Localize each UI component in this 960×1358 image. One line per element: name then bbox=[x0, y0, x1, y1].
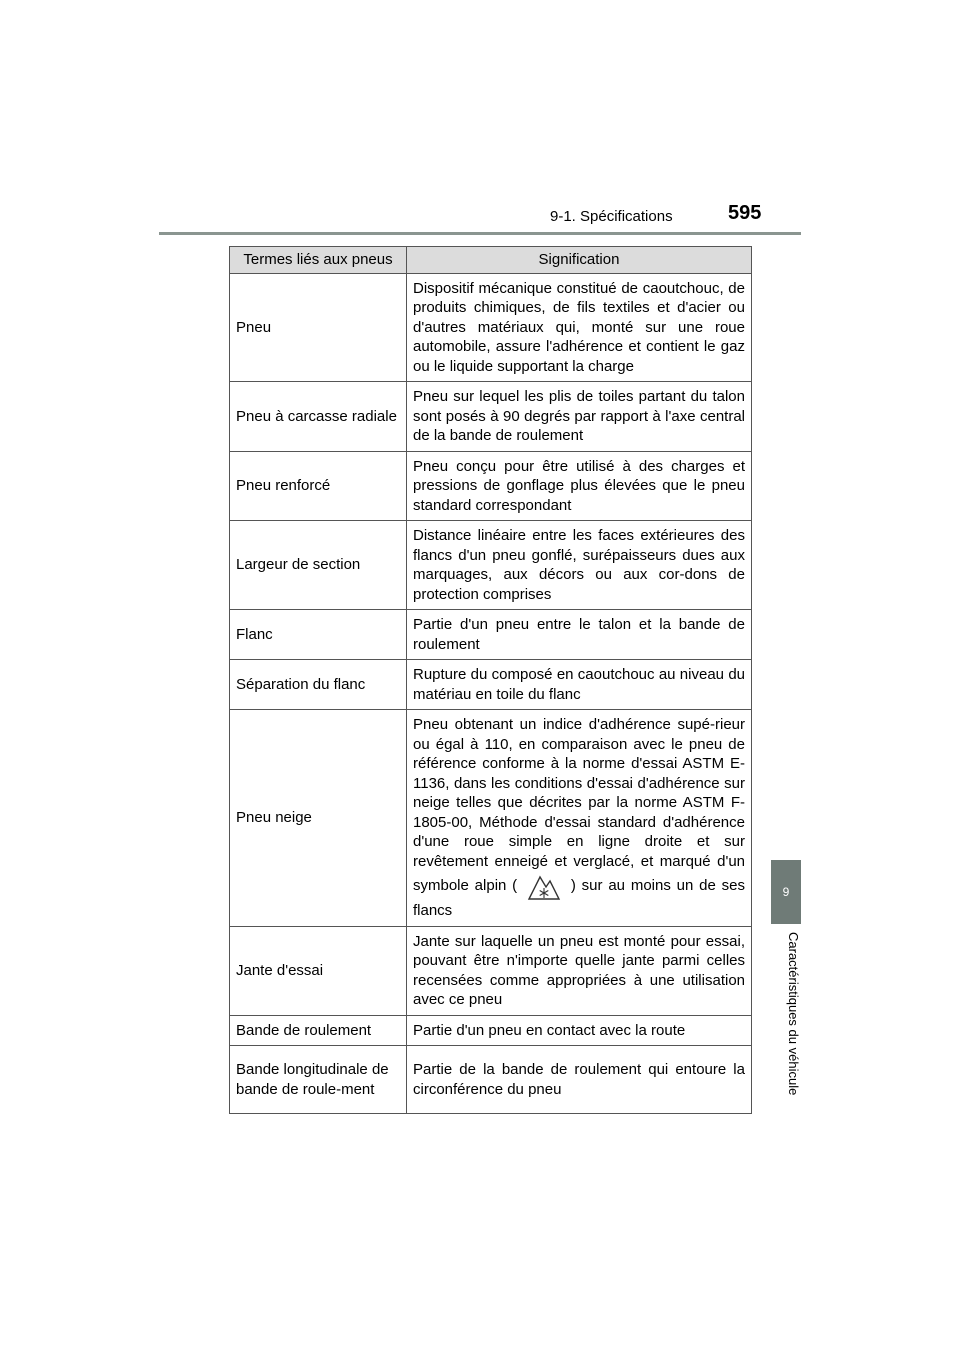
table-row bbox=[230, 273, 752, 382]
column-header-meaning: Signification bbox=[407, 247, 752, 274]
page-number: 595 bbox=[728, 202, 762, 224]
meaning-cell: Pneu conçu pour être utilisé à des charges et pressions de gonflage plus élevées que le pneu standard correspondant bbox=[407, 451, 752, 521]
table-row bbox=[230, 521, 752, 610]
meaning-cell: Distance linéaire entre les faces extérieures des flancs d'un pneu gonflé, surépaisseurs dues aux marquages, aux décors ou aux cor-dons de protection comprises bbox=[407, 521, 752, 610]
meaning-cell: Jante sur laquelle un pneu est monté pour essai, pouvant être n'importe quelle jante parmi celles recensées comme appropriées à une utilisation avec ce pneu bbox=[407, 926, 752, 1015]
meaning-cell: Partie d'un pneu en contact avec la route bbox=[407, 1015, 752, 1046]
table-row bbox=[230, 1015, 752, 1046]
table-row bbox=[230, 610, 752, 660]
meaning-cell: Partie de la bande de roulement qui entoure la circonférence du pneu bbox=[407, 1046, 752, 1114]
chapter-number: 9 bbox=[782, 885, 790, 899]
column-header-term: Termes liés aux pneus bbox=[230, 247, 407, 274]
meaning-cell: Rupture du composé en caoutchouc au niveau du matériau en toile du flanc bbox=[407, 660, 752, 710]
chapter-title: Caractéristiques du véhicule bbox=[786, 932, 801, 1096]
meaning-cell: Dispositif mécanique constitué de caoutchouc, de produits chimiques, de fils textiles et d'acier ou d'autres matériaux qui, monté sur une roue automobile, assure l'adhérence et contient le gaz ou le liquide supportant la charge bbox=[407, 273, 752, 382]
term-cell: Bande de roulement bbox=[230, 1015, 407, 1046]
meaning-cell: Partie d'un pneu entre le talon et la bande de roulement bbox=[407, 610, 752, 660]
table-row bbox=[230, 926, 752, 1015]
meaning-cell bbox=[407, 710, 752, 927]
term-cell: Bande longitudinale de bande de roule-ment bbox=[230, 1046, 407, 1114]
table-row bbox=[230, 382, 752, 452]
table-header-row bbox=[230, 247, 752, 274]
snow-tire-definition: Pneu obtenant un indice d'adhérence supé-rieur ou égal à 110, en comparaison avec le pneu de référence conforme à la norme d'essai ASTM E-1136, dans les conditions d'essai d'adhérence sur neige telles que décrites par la norme ASTM F-1805-00, Méthode d'essai standard d'adhérence d'une roue simple en ligne droite et sur revêtement enneigé et verglacé, et marqué d'un symbole alpin ( bbox=[413, 716, 745, 894]
tire-terms-table bbox=[229, 246, 752, 1114]
term-cell: Pneu bbox=[230, 273, 407, 382]
term-cell: Jante d'essai bbox=[230, 926, 407, 1015]
section-title: 9-1. Spécifications bbox=[550, 208, 673, 225]
term-cell: Séparation du flanc bbox=[230, 660, 407, 710]
term-cell: Largeur de section bbox=[230, 521, 407, 610]
mountain-snowflake-icon bbox=[527, 871, 561, 901]
term-cell: Pneu neige bbox=[230, 710, 407, 927]
chapter-tab[interactable] bbox=[771, 860, 801, 924]
term-cell: Pneu renforcé bbox=[230, 451, 407, 521]
term-cell: Flanc bbox=[230, 610, 407, 660]
table-row bbox=[230, 660, 752, 710]
term-cell: Pneu à carcasse radiale bbox=[230, 382, 407, 452]
meaning-cell: Pneu sur lequel les plis de toiles partant du talon sont posés à 90 degrés par rapport à l'axe central de la bande de roulement bbox=[407, 382, 752, 452]
table-row bbox=[230, 451, 752, 521]
snow-tire-definition-end: ) sur au moins un de ses flancs bbox=[413, 876, 745, 919]
table-row bbox=[230, 710, 752, 927]
table-row bbox=[230, 1046, 752, 1114]
header-divider bbox=[159, 232, 801, 235]
